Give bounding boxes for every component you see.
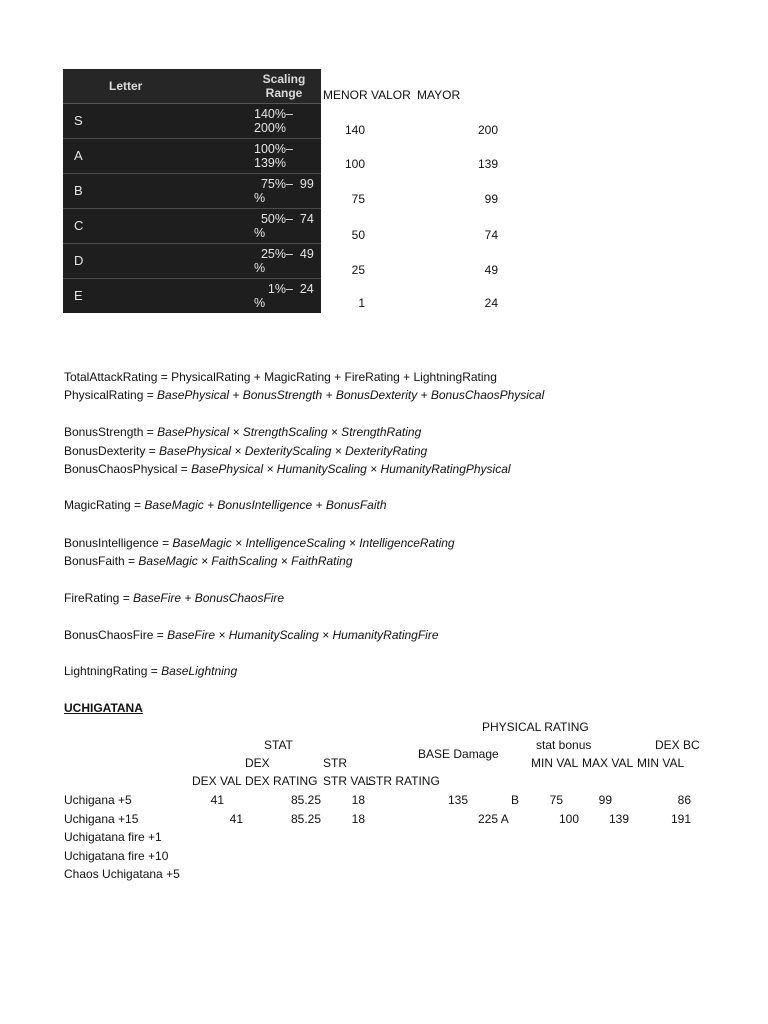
grade-range: 25%– 49 % (254, 247, 314, 275)
grade-range: 1%– 24 % (254, 282, 314, 310)
mayor-value: 24 (484, 296, 498, 310)
dex-val: 41 (210, 793, 224, 807)
stat-bonus-header: stat bonus (536, 738, 592, 752)
table-row (63, 139, 321, 174)
min-val-header: MIN VAL (531, 756, 579, 770)
grade-letter: C (74, 218, 84, 233)
mayor-value: 99 (484, 192, 498, 206)
table-row (63, 174, 321, 209)
scaling-table (63, 69, 321, 313)
dex-bonus-min: 191 (670, 812, 691, 826)
str-rating-header: STR RATING (368, 774, 440, 788)
formula-line: BonusStrength = BasePhysical × StrengthScaling × StrengthRating (64, 425, 422, 439)
grade-range: 50%– 74 % (254, 212, 314, 240)
grade-letter: S (74, 113, 83, 128)
weapon-name: Uchigatana fire +1 (64, 830, 162, 844)
weapon-name: Uchigatana fire +10 (64, 849, 169, 863)
min-val: 75 (549, 793, 563, 807)
table-row (63, 209, 321, 244)
formula-line: BonusIntelligence = BaseMagic × IntelligenceScaling × IntelligenceRating (64, 536, 455, 550)
grade-range: 75%– 99 % (254, 177, 314, 205)
table-row (63, 279, 321, 313)
header-letter: Letter (109, 79, 143, 93)
scaling-table-header (63, 69, 321, 104)
section-title: UCHIGATANA (64, 701, 143, 715)
physical-rating-header: PHYSICAL RATING (482, 720, 589, 734)
header-range-line2: Range (265, 86, 303, 100)
menor-value: 1 (358, 296, 365, 310)
header-range (253, 72, 315, 100)
base-damage: 225 A (478, 812, 509, 826)
mayor-value: 49 (484, 263, 498, 277)
max-val: 139 (608, 812, 629, 826)
mayor-value: 139 (477, 157, 498, 171)
dex-bonus-header: DEX BC (655, 738, 700, 752)
menor-value: 140 (344, 123, 365, 137)
max-val-header: MAX VAL (582, 756, 634, 770)
min-val-header-2: MIN VAL (637, 756, 685, 770)
mayor-header: MAYOR (417, 88, 461, 102)
formula-line: LightningRating = BaseLightning (64, 664, 238, 678)
formula-line: BonusDexterity = BasePhysical × DexterityScaling × DexterityRating (64, 444, 428, 458)
grade-range: 100%– 139% (254, 142, 293, 170)
stat-header: STAT (264, 738, 293, 752)
max-val: 99 (598, 793, 612, 807)
grade-letter: B (74, 183, 83, 198)
dex-header: DEX (245, 756, 270, 770)
base-damage-header: BASE Damage (418, 747, 499, 761)
dex-val: 41 (229, 812, 243, 826)
table-row (63, 244, 321, 279)
dex-bonus-min: 86 (677, 793, 691, 807)
table-row (63, 104, 321, 139)
menor-value: 50 (351, 228, 365, 242)
str-val: 18 (351, 812, 365, 826)
weapon-name: Uchigana +15 (64, 812, 139, 826)
header-range-line1: Scaling (262, 72, 306, 86)
formula-line: TotalAttackRating = PhysicalRating + MagicRating + FireRating + LightningRating (64, 370, 497, 384)
grade-letter: D (74, 253, 84, 268)
dex-rating-header: DEX RATING (245, 774, 318, 788)
formula-line: FireRating = BaseFire + BonusChaosFire (64, 591, 285, 605)
str-header: STR (323, 756, 347, 770)
formula-line: BonusChaosFire = BaseFire × HumanityScaling × HumanityRatingFire (64, 628, 439, 642)
weapon-name: Chaos Uchigatana +5 (64, 867, 180, 881)
formula-line: BonusChaosPhysical = BasePhysical × HumanityScaling × HumanityRatingPhysical (64, 462, 511, 476)
dex-val-header: DEX VAL (192, 774, 242, 788)
weapon-name: Uchigana +5 (64, 793, 132, 807)
menor-value: 75 (351, 192, 365, 206)
grade-letter: E (74, 288, 83, 303)
mayor-value: 200 (477, 123, 498, 137)
dex-rating: 85.25 (290, 812, 321, 826)
menor-value: 25 (351, 263, 365, 277)
grade-range: 140%– 200% (254, 107, 293, 135)
mayor-value: 74 (484, 228, 498, 242)
str-val: 18 (351, 793, 365, 807)
grade-letter: A (74, 148, 83, 163)
dex-rating: 85.25 (290, 793, 321, 807)
formula-line: MagicRating = BaseMagic + BonusIntelligence + BonusFaith (64, 498, 387, 512)
formula-line: PhysicalRating = BasePhysical + BonusStrength + BonusDexterity + BonusChaosPhysical (64, 388, 545, 402)
formula-line: BonusFaith = BaseMagic × FaithScaling × FaithRating (64, 554, 353, 568)
str-val-header: STR VAL (323, 774, 373, 788)
base-damage: 135 (447, 793, 468, 807)
menor-valor-header: MENOR VALOR (323, 88, 411, 102)
min-val: 100 (558, 812, 579, 826)
scaling-letter: B (511, 793, 520, 807)
menor-value: 100 (344, 157, 365, 171)
